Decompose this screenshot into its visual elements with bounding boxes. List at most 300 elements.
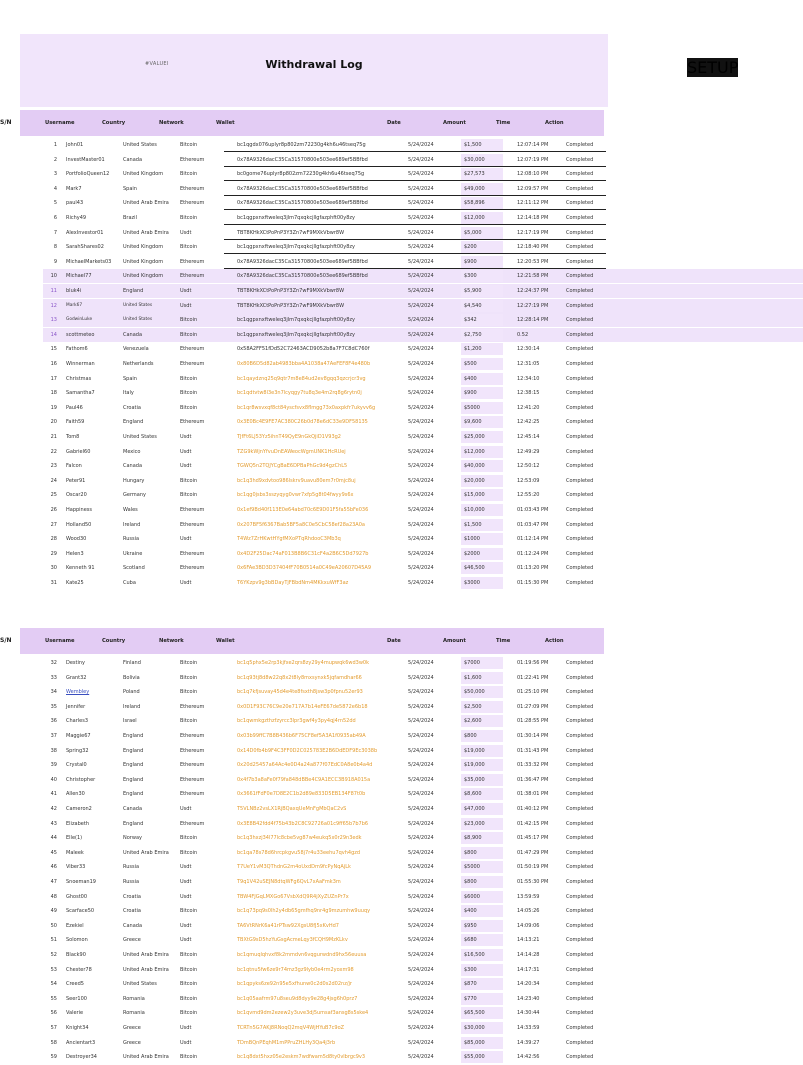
cell-country: Canada: [123, 331, 143, 338]
cell-country: Romania: [123, 995, 145, 1002]
cell-wallet: bc1qr8wsvxqf8ct84yscfsvx8flmgg73x0axpkfr7ukyvv6g: [237, 404, 376, 411]
cell-country: England: [123, 747, 144, 754]
cell-date: 5/24/2024: [408, 477, 434, 484]
cell-network: Bitcoin: [180, 390, 198, 397]
cell-action: Completed: [566, 791, 594, 798]
cell-time: 12:38:15: [517, 390, 540, 397]
cell-username: Maggie67: [66, 733, 91, 739]
cell-date: 5/24/2024: [408, 806, 434, 812]
cell-country: Mexico: [123, 448, 141, 455]
cell-action: Completed: [566, 849, 594, 856]
cell-wallet: bc1q3hxzj34l77lc8cbe5vg87w4eukq5x0r29n3edk: [237, 835, 362, 842]
cell-action: Completed: [566, 346, 594, 353]
cell-wallet: 0x1ef9Bd40f113E0e64abd70c6E9D01F5fa55bFe036: [237, 507, 369, 513]
cell-wallet: bc1qgdx076uplyr8p802zm72230g4kh6u46tseq75g: [237, 142, 366, 148]
cell-country: Hungary: [123, 477, 145, 484]
cell-wallet: 0x80B6D5d82ab4983bba4A1038a47AeFEF8F4e480b: [237, 361, 371, 367]
cell-username: scottmeteo: [66, 331, 95, 338]
cell-country: England: [123, 791, 144, 798]
cell-action: Completed: [566, 142, 594, 148]
cell-date: 5/24/2024: [408, 142, 434, 148]
cell-wallet: T4Wz7ZrHKwtHYgfMXoPTqRhdooC3Mb3q: [237, 536, 341, 543]
cell-amount: $680: [464, 937, 477, 944]
cell-wallet: bc1q5phx5e2rp3kjfxe2qrs8zy29y4mupwqk6wd3w0k: [237, 660, 369, 666]
cell-network: Bitcoin: [180, 660, 198, 666]
cell-wallet: bc1qtnu5fw6ze9r74mz3gz9lyb0e4rm2yoxm98: [237, 966, 354, 973]
column-header-sn: S/N: [0, 637, 12, 644]
cell-date: 5/24/2024: [408, 229, 434, 236]
cell-wallet: TCRTn5G7AKj8RNoqQ2mqV4WjHYuB7c9oZ: [237, 1025, 345, 1031]
cell-country: Spain: [123, 375, 137, 382]
cell-network: Usdt: [180, 288, 192, 294]
cell-country: England: [123, 762, 144, 769]
cell-username[interactable]: Wembley: [66, 689, 90, 696]
cell-date: 5/24/2024: [408, 536, 434, 543]
cell-amount: $85,000: [464, 1039, 485, 1046]
cell-username: Knight34: [66, 1025, 89, 1031]
cell-date: 5/24/2024: [408, 331, 434, 338]
cell-network: Ethereum: [180, 820, 205, 827]
cell-time: 01:28:55 PM: [517, 718, 549, 725]
cell-amount: $5000: [464, 864, 480, 871]
cell-num: 7: [53, 229, 57, 236]
cell-action: Completed: [566, 689, 594, 696]
cell-country: Canada: [123, 922, 143, 929]
cell-network: Bitcoin: [180, 689, 198, 696]
cell-time: 12:18:40 PM: [517, 244, 549, 251]
cell-wallet: TBT8KHkXCtPoPnP3Y3Zn7wF9MXkVbwr8W: [237, 288, 345, 294]
cell-num: 24: [50, 477, 57, 484]
cell-wallet: 0x3E0Bc4E9FE7AC380C26b0d78e6dC33e9DF58135: [237, 419, 368, 426]
cell-network: Bitcoin: [180, 1054, 198, 1061]
cell-wallet: T7UeY1vM3QThdnG2m4oUxdDm9fcPyNqAjLk: [237, 864, 351, 871]
cell-network: Usdt: [180, 229, 192, 236]
cell-time: 01:19:56 PM: [517, 660, 549, 666]
cell-country: Greece: [123, 1039, 141, 1046]
cell-country: United States: [123, 434, 157, 440]
cell-amount: $800: [464, 879, 477, 885]
cell-network: Usdt: [180, 302, 192, 309]
cell-time: 12:49:29: [517, 448, 540, 455]
cell-time: 01:30:14 PM: [517, 733, 549, 739]
cell-network: Ethereum: [180, 200, 205, 207]
cell-num: 53: [50, 966, 57, 973]
cell-wallet: bc1q93tj8d8w22q8x2t8ly8mxsynxk5jqfamdhar66: [237, 674, 362, 681]
cell-wallet: 0x03b99ffC7B8B436b6F75CF8ef5A3A1f0935ab49A: [237, 733, 366, 739]
cell-time: 01:38:01 PM: [517, 791, 549, 798]
setup-button[interactable]: SETUP: [687, 58, 739, 77]
cell-action: Completed: [566, 660, 594, 666]
cell-action: Completed: [566, 776, 594, 783]
cell-action: Completed: [566, 908, 594, 915]
cell-country: Brazil: [123, 215, 137, 221]
cell-action: Completed: [566, 733, 594, 739]
cell-country: Canada: [123, 156, 143, 163]
cell-date: 5/24/2024: [408, 507, 434, 513]
column-header-network: Network: [159, 638, 184, 644]
cell-country: Russia: [123, 536, 140, 543]
cell-date: 5/24/2024: [408, 361, 434, 367]
cell-action: Completed: [566, 747, 594, 754]
cell-username: Snoeman19: [66, 879, 96, 885]
cell-action: Completed: [566, 1025, 594, 1031]
cell-date: 5/24/2024: [408, 419, 434, 426]
cell-amount: $30,000: [464, 156, 485, 163]
cell-username: Kenneth 91: [66, 565, 95, 572]
cell-time: 01:12:24 PM: [517, 550, 549, 557]
cell-time: 0.52: [517, 331, 529, 338]
column-header-date: Date: [387, 638, 401, 644]
cell-time: 01:13:20 PM: [517, 565, 549, 572]
cell-action: Completed: [566, 995, 594, 1002]
cell-network: Ethereum: [180, 762, 205, 769]
cell-wallet: TBXtG9sD5hzYuGsgAcmeLqy3fCQH9MzKLkv: [237, 937, 348, 944]
cell-username: Elizabeth: [66, 820, 90, 827]
cell-action: Completed: [566, 434, 594, 440]
column-header-time: Time: [496, 638, 511, 644]
cell-network: Ethereum: [180, 507, 205, 513]
cell-country: United States: [123, 981, 157, 988]
cell-network: Usdt: [180, 806, 192, 812]
cell-network: Ethereum: [180, 273, 205, 280]
cell-time: 01:45:17 PM: [517, 835, 549, 842]
cell-country: Croatia: [123, 404, 141, 411]
cell-network: Bitcoin: [180, 244, 198, 251]
cell-username: PortfolioQueen12: [66, 171, 110, 178]
cell-date: 5/24/2024: [408, 937, 434, 944]
cell-num: 12: [50, 302, 57, 309]
cell-date: 5/24/2024: [408, 864, 434, 871]
cell-network: Usdt: [180, 864, 192, 871]
cell-action: Completed: [566, 273, 594, 280]
cell-amount: $25,000: [464, 434, 485, 440]
cell-action: Completed: [566, 419, 594, 426]
cell-action: Completed: [566, 966, 594, 973]
cell-time: 14:42:56: [517, 1054, 540, 1061]
cell-wallet: bc1q8dxt5hxz05e2eskm7wdfwam5d8ty0vlbrgc9v3: [237, 1054, 366, 1061]
cell-wallet: 0x58A2FF51fDd52C72463ACD9052b8a7F7C8dC760f: [237, 346, 370, 353]
cell-time: 12:55:20: [517, 492, 540, 499]
cell-action: Completed: [566, 1039, 594, 1046]
cell-network: Ethereum: [180, 156, 205, 163]
cell-action: Completed: [566, 317, 594, 324]
cell-num: 57: [50, 1025, 57, 1031]
cell-date: 5/24/2024: [408, 1039, 434, 1046]
cell-time: 12:21:58 PM: [517, 273, 549, 280]
cell-num: 31: [50, 580, 57, 586]
cell-network: Bitcoin: [180, 966, 198, 973]
cell-country: Poland: [123, 689, 140, 696]
cell-country: Ukraine: [123, 550, 143, 557]
cell-country: Netherlands: [123, 361, 154, 367]
cell-wallet: TJfFt6LJ53Yz5ihnT49QyE9nGkQjiD1V93g2: [237, 434, 341, 440]
cell-amount: $770: [464, 995, 477, 1002]
cell-wallet: bc1qpyks6ze92n95e5xfhunw0c2d0s2d02nz/jr: [237, 981, 352, 988]
cell-time: 12:45:14: [517, 434, 540, 440]
cell-amount: $870: [464, 981, 477, 988]
cell-wallet: 0x78A9326dacC35Ca31570800e503ee689ef5BBfbd: [237, 156, 368, 163]
cell-num: 10: [50, 273, 57, 280]
header: [20, 34, 608, 107]
cell-num: 36: [50, 718, 57, 725]
cell-network: Bitcoin: [180, 995, 198, 1002]
cell-country: England: [123, 419, 144, 426]
cell-num: 27: [50, 521, 57, 528]
cell-network: Bitcoin: [180, 375, 198, 382]
cell-country: England: [123, 776, 144, 783]
cell-num: 47: [50, 879, 57, 885]
cell-date: 5/24/2024: [408, 1010, 434, 1017]
cell-username: Crystal0: [66, 762, 87, 769]
cell-amount: $46,500: [464, 565, 485, 572]
cell-username: Ancientart3: [66, 1039, 96, 1046]
cell-country: England: [123, 288, 144, 294]
column-header-username: Username: [45, 638, 75, 644]
withdrawal-table-2: [0, 628, 768, 1061]
cell-country: United Arab Emira: [123, 966, 169, 973]
cell-time: 12:08:10 PM: [517, 171, 549, 178]
cell-wallet: 0x3E8B42fdd4f75b43b2C8C92726a01c9ff65b7b7b6: [237, 820, 369, 827]
cell-country: Greece: [123, 1025, 141, 1031]
cell-wallet: TA6VtRNrK6a41rPTsw92XgsU8fJ5xKvHd7: [237, 922, 339, 929]
cell-time: 01:25:10 PM: [517, 689, 549, 696]
cell-num: 56: [50, 1010, 57, 1017]
cell-date: 5/24/2024: [408, 448, 434, 455]
cell-username: Allen30: [66, 791, 85, 798]
cell-date: 5/24/2024: [408, 550, 434, 557]
cell-action: Completed: [566, 893, 594, 900]
cell-date: 5/24/2024: [408, 390, 434, 397]
cell-amount: $50,000: [464, 689, 485, 696]
cell-action: Completed: [566, 521, 594, 528]
cell-username: AlexInvestor01: [66, 229, 104, 236]
cell-action: Completed: [566, 952, 594, 958]
cell-date: 5/24/2024: [408, 302, 434, 309]
cell-time: 12:09:57 PM: [517, 185, 549, 192]
cell-date: 5/24/2024: [408, 893, 434, 900]
cell-network: Bitcoin: [180, 215, 198, 221]
cell-wallet: bc1qdtvtw8l3e3n7lcyqgy7tu8q3e4m2rq8g6rytn0j: [237, 390, 362, 397]
cell-network: Ethereum: [180, 733, 205, 739]
cell-wallet: 0x20d25457a64Ac4e0D4a24a877f07EdC0A8e0b4a4d: [237, 762, 373, 769]
cell-amount: $342: [464, 317, 477, 324]
cell-date: 5/24/2024: [408, 200, 434, 207]
cell-network: Bitcoin: [180, 317, 198, 324]
cell-username: Wood30: [66, 536, 87, 543]
cell-date: 5/24/2024: [408, 185, 434, 192]
cell-num: 8: [53, 244, 57, 251]
cell-network: Ethereum: [180, 419, 205, 426]
cell-wallet: TBT8KHkXCtPoPnP3Y3Zn7wF9MXkVbwr8W: [237, 229, 345, 236]
cell-username: Christmas: [66, 375, 92, 382]
cell-amount: $1,500: [464, 521, 482, 528]
cell-action: Completed: [566, 937, 594, 944]
cell-amount: $30,000: [464, 1025, 485, 1031]
cell-wallet: bc1qgpxnxftweleq3jlm7qxqkcjllgfazphft00y8zy: [237, 215, 355, 221]
cell-num: 59: [50, 1054, 57, 1061]
cell-username: Destroyer34: [66, 1054, 97, 1061]
cell-username: Paul46: [66, 404, 83, 411]
cell-action: Completed: [566, 835, 594, 842]
cell-amount: $3000: [464, 580, 480, 586]
cell-network: Bitcoin: [180, 477, 198, 484]
cell-amount: $1000: [464, 536, 480, 543]
cell-action: Completed: [566, 536, 594, 543]
cell-country: United Arab Emira: [123, 229, 169, 236]
cell-time: 01:03:43 PM: [517, 507, 549, 513]
cell-country: Germany: [123, 492, 146, 499]
cell-time: 14:33:59: [517, 1025, 540, 1031]
row-underline: [224, 209, 606, 210]
cell-amount: $2000: [464, 550, 480, 557]
cell-num: 14: [50, 331, 57, 338]
cell-num: 22: [50, 448, 57, 455]
cell-country: Croatia: [123, 893, 141, 900]
cell-date: 5/24/2024: [408, 776, 434, 783]
cell-action: Completed: [566, 703, 594, 710]
cell-date: 5/24/2024: [408, 733, 434, 739]
cell-username: Charles3: [66, 718, 89, 725]
cell-amount: $900: [464, 258, 477, 265]
cell-username: MichaelMarkets03: [66, 258, 112, 265]
cell-time: 12:50:12: [517, 463, 540, 470]
cell-country: Finland: [123, 660, 141, 666]
cell-wallet: TBW4FJGqLMXGo67VsbXdQ9R4jXyZUZnPr7x: [237, 893, 349, 900]
cell-country: Cuba: [123, 580, 136, 586]
cell-action: Completed: [566, 390, 594, 397]
cell-time: 12:14:18 PM: [517, 215, 549, 221]
cell-country: Israel: [123, 718, 137, 725]
cell-date: 5/24/2024: [408, 244, 434, 251]
cell-num: 34: [50, 689, 57, 696]
cell-amount: $400: [464, 908, 477, 915]
cell-action: Completed: [566, 550, 594, 557]
cell-country: Italy: [123, 390, 134, 397]
cell-action: Completed: [566, 565, 594, 572]
cell-num: 40: [50, 776, 57, 783]
cell-network: Usdt: [180, 536, 192, 543]
cell-amount: $6000: [464, 893, 480, 900]
cell-action: Completed: [566, 463, 594, 470]
cell-username: Cameron2: [66, 806, 92, 812]
cell-time: 01:03:47 PM: [517, 521, 549, 528]
cell-time: 01:47:29 PM: [517, 849, 549, 856]
cell-username: Elle(1): [66, 835, 83, 842]
column-header-action: Action: [545, 638, 564, 644]
cell-network: Ethereum: [180, 565, 205, 572]
cell-username: Mark7: [66, 185, 82, 192]
cell-amount: $4,540: [464, 302, 482, 309]
cell-date: 5/24/2024: [408, 258, 434, 265]
cell-num: 48: [50, 893, 57, 900]
cell-username: Gabriel60: [66, 448, 91, 455]
cell-amount: $7000: [464, 660, 480, 666]
cell-country: United States: [123, 302, 153, 308]
cell-username: Scarface50: [66, 908, 95, 915]
cell-action: Completed: [566, 864, 594, 871]
cell-time: 12:17:19 PM: [517, 229, 549, 236]
cell-country: Russia: [123, 879, 140, 885]
cell-username: Grant32: [66, 674, 87, 681]
column-header-username: Username: [45, 120, 75, 126]
cell-num: 16: [50, 361, 57, 367]
cell-network: Ethereum: [180, 361, 205, 367]
cell-time: 14:05:26: [517, 908, 540, 915]
cell-num: 18: [50, 390, 57, 397]
cell-country: United Arab Emira: [123, 200, 169, 207]
cell-username: Happiness: [66, 507, 93, 513]
column-header-country: Country: [102, 638, 126, 644]
cell-country: England: [123, 733, 144, 739]
cell-wallet: bc1qgpxnxftweleq3jlm7qxqkcjllgfazphft00y8zy: [237, 244, 355, 251]
cell-wallet: TGWQ5n2TQJYCgBaE6DPBaPhGc9d4gzChL5: [237, 463, 348, 470]
cell-country: United Kingdom: [123, 244, 164, 251]
cell-time: 01:50:19 PM: [517, 864, 549, 871]
cell-username: Mark67: [66, 302, 83, 308]
column-header-time: Time: [496, 120, 511, 126]
cell-date: 5/24/2024: [408, 288, 434, 294]
cell-wallet: 0x78A9326dacC35Ca31570800e503ee689ef5BBfbd: [237, 185, 368, 192]
cell-amount: $19,000: [464, 762, 485, 769]
withdrawal-table-1: [0, 110, 768, 586]
cell-action: Completed: [566, 288, 594, 294]
cell-wallet: T6YKzpv9g3bBDayTjFBbdNm4MKkxuWfF3az: [237, 580, 349, 586]
cell-amount: $2,600: [464, 718, 482, 725]
cell-time: 14:09:06: [517, 922, 540, 929]
cell-time: 01:42:15 PM: [517, 820, 549, 827]
cell-date: 5/24/2024: [408, 703, 434, 710]
cell-time: 14:20:34: [517, 981, 540, 988]
cell-amount: $15,000: [464, 492, 485, 499]
cell-country: Bolivia: [123, 674, 140, 681]
cell-time: 01:40:12 PM: [517, 806, 549, 812]
cell-username: Richy49: [66, 215, 87, 221]
cell-time: 12:31:05: [517, 361, 540, 367]
cell-time: 12:41:20: [517, 404, 540, 411]
cell-num: 2: [53, 156, 57, 163]
cell-country: Norway: [123, 835, 142, 842]
cell-num: 45: [50, 849, 57, 856]
cell-amount: $1,200: [464, 346, 482, 353]
row-underline: [224, 166, 606, 167]
cell-amount: $12,000: [464, 215, 485, 221]
cell-amount: $16,500: [464, 952, 485, 958]
cell-time: 12:24:37 PM: [517, 288, 549, 294]
cell-action: Completed: [566, 981, 594, 988]
cell-action: Completed: [566, 404, 594, 411]
cell-date: 5/24/2024: [408, 580, 434, 586]
cell-username: Spring32: [66, 747, 89, 754]
cell-time: 01:55:30 PM: [517, 879, 549, 885]
cell-wallet: TBT8KHkXCtPoPnP3Y3Zn7wF9MXkVbwr8W: [237, 302, 345, 309]
cell-date: 5/24/2024: [408, 674, 434, 681]
cell-username: Holland50: [66, 521, 92, 528]
cell-username: InvestMaster01: [66, 156, 105, 163]
cell-num: 41: [50, 791, 57, 798]
cell-action: Completed: [566, 1010, 594, 1017]
cell-amount: $1,600: [464, 674, 482, 681]
cell-amount: $800: [464, 733, 477, 739]
cell-amount: $47,000: [464, 806, 485, 812]
cell-network: Bitcoin: [180, 835, 198, 842]
column-header-wallet: Wallet: [216, 638, 235, 644]
cell-network: Ethereum: [180, 703, 205, 710]
cell-action: Completed: [566, 331, 594, 338]
cell-num: 50: [50, 922, 57, 929]
cell-network: Bitcoin: [180, 492, 198, 499]
cell-network: Bitcoin: [180, 142, 198, 148]
cell-num: 15: [50, 346, 57, 353]
